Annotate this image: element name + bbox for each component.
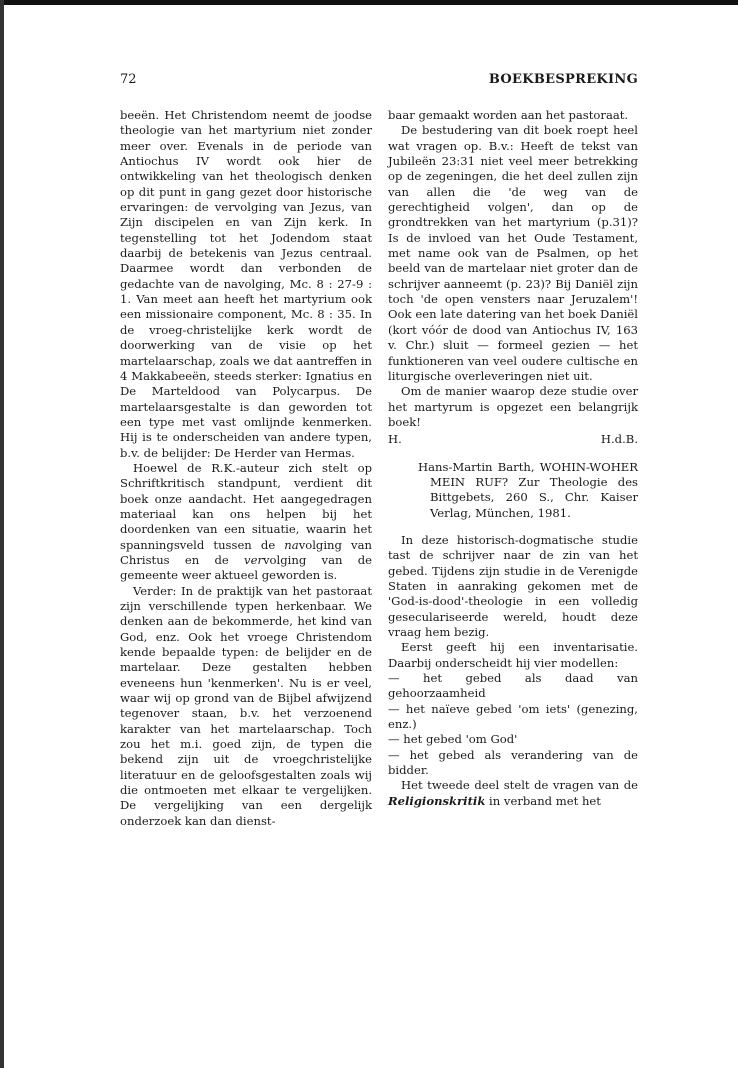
paragraph: De bestudering van dit boek roept heel wat vragen op. B.v.: Heeft de tekst van Jubileën 23:31 niet veel meer betrekking op de zegeningen, die het deel zullen zijn van allen die 'de weg van de gerechtigheid volgen', dan op de grondtrekken van het martyrium (p.31)? Is de invloed van het Oude Testament, met name ook van de Psalmen, op het beeld van de martelaar niet groter dan de schrijver aanneemt (p. 23)? Bij Daniël zijn toch 'de open vensters naar Jeruzalem'! Ook een late datering van het boek Daniël (kort vóór de dood van Antiochus IV, 163 v. Chr.) sluit — formeel gezien — het funktioneren van veel oudere cultische en liturgische overleveringen niet uit.: [388, 123, 638, 383]
list-item: — het naïeve gebed 'om iets' (genezing, enz.): [388, 701, 638, 732]
review-signature: [388, 432, 638, 447]
page-header: [120, 72, 638, 90]
book-entry: [418, 460, 638, 521]
list-item: — het gebed als verandering van de bidder.: [388, 747, 638, 778]
paragraph: Het tweede deel stelt de vragen van de Religionskritik in verband met het: [388, 778, 638, 808]
paragraph: Hoewel de R.K.-auteur zich stelt op Schriftkritisch standpunt, verdient dit boek onze aandacht. Het aangegedragen materiaal kan ons helpen bij het doordenken van een situatie, waarin het spanningsveld tussen de navolging van Christus en de vervolging van de gemeente weer aktueel geworden is.: [120, 460, 373, 583]
left-column: [120, 108, 372, 829]
paragraph: Om de manier waarop deze studie over het martyrum is opgezet een belangrijk boek!: [388, 384, 638, 429]
paragraph: Verder: In de praktijk van het pastoraat zijn verschillende typen herkenbaar. We denken aan de bekommerde, het kind van God, enz. Ook het vroege Christendom kende bepaalde typen: de belijder en de martelaar. Deze gestalten hebben eveneens hun 'kenmerken'. Nu is er veel, waar wij op grond van de Bijbel afwijzend tegenover staan, b.v. het verzoenend karakter van het martelaarschap. Toch zou het m.i. goed zijn, de typen die bekend zijn uit de vroegchristelijke literatuur en de geloofsgestalten zoals wij die ontmoeten met elkaar te vergelijken. De vergelijking van een dergelijk onderzoek kan dan dienst-: [120, 583, 372, 828]
paragraph: beeën. Het Christendom neemt de joodse theologie van het martyrium niet zonder meer over. Evenals in de periode van Antiochus IV wordt ook hier de ontwikkeling van het theologisch denken op dit punt in gang gezet door historische ervaringen: de vervolging van Jezus, van Zijn discipelen en van Zijn kerk. In tegenstelling tot het Jodendom staat daarbij de betekenis van Jezus centraal. Daarmee wordt dan verbonden de gedachte van de navolging, Mc. 8 : 27-9 : 1. Van meet aan heeft het martyrium ook een missionaire component, Mc. 8 : 35. In de vroeg-christelijke kerk wordt de doorwerking van de visie op het martelaarschap, zoals we dat aantreffen in 4 Makkabeeën, steeds sterker: Ignatius en De Marteldood van Polycarpus. De martelaarsgestalte is dan geworden tot een type met vast omlijnde kenmerken. Hij is te onderscheiden van andere typen, b.v. de belijder: De Herder van Hermas.: [120, 108, 372, 460]
right-column: [388, 108, 638, 809]
paragraph: Eerst geeft hij een inventarisatie. Daarbij onderscheidt hij vier modellen:: [388, 640, 638, 670]
running-title: BOEKBESPREKING: [488, 72, 638, 87]
signature-author: H.d.B.: [600, 432, 638, 447]
book-citation: Hans-Martin Barth, WOHIN-WOHER MEIN RUF? Zur Theologie des Bittgebets, 260 S., Chr. Kaiser Verlag, München, 1981.: [418, 459, 638, 520]
signature-initial: H.: [388, 432, 402, 447]
paragraph: baar gemaakt worden aan het pastoraat.: [388, 108, 629, 122]
paragraph: In deze historisch-dogmatische studie tast de schrijver naar de zin van het gebed. Tijdens zijn studie in de Verenigde Staten in aanraking gekomen met de 'God-is-dood'-theologie in een volledig geseculariseerde wereld, houdt deze vraag hem bezig.: [388, 532, 638, 639]
list-item: — het gebed 'om God': [388, 732, 518, 747]
page-number: 72: [120, 72, 137, 87]
page-edge-top: [0, 0, 738, 5]
list-item: — het gebed als daad van gehoorzaamheid: [388, 671, 638, 701]
page-edge-left: [0, 0, 4, 1068]
